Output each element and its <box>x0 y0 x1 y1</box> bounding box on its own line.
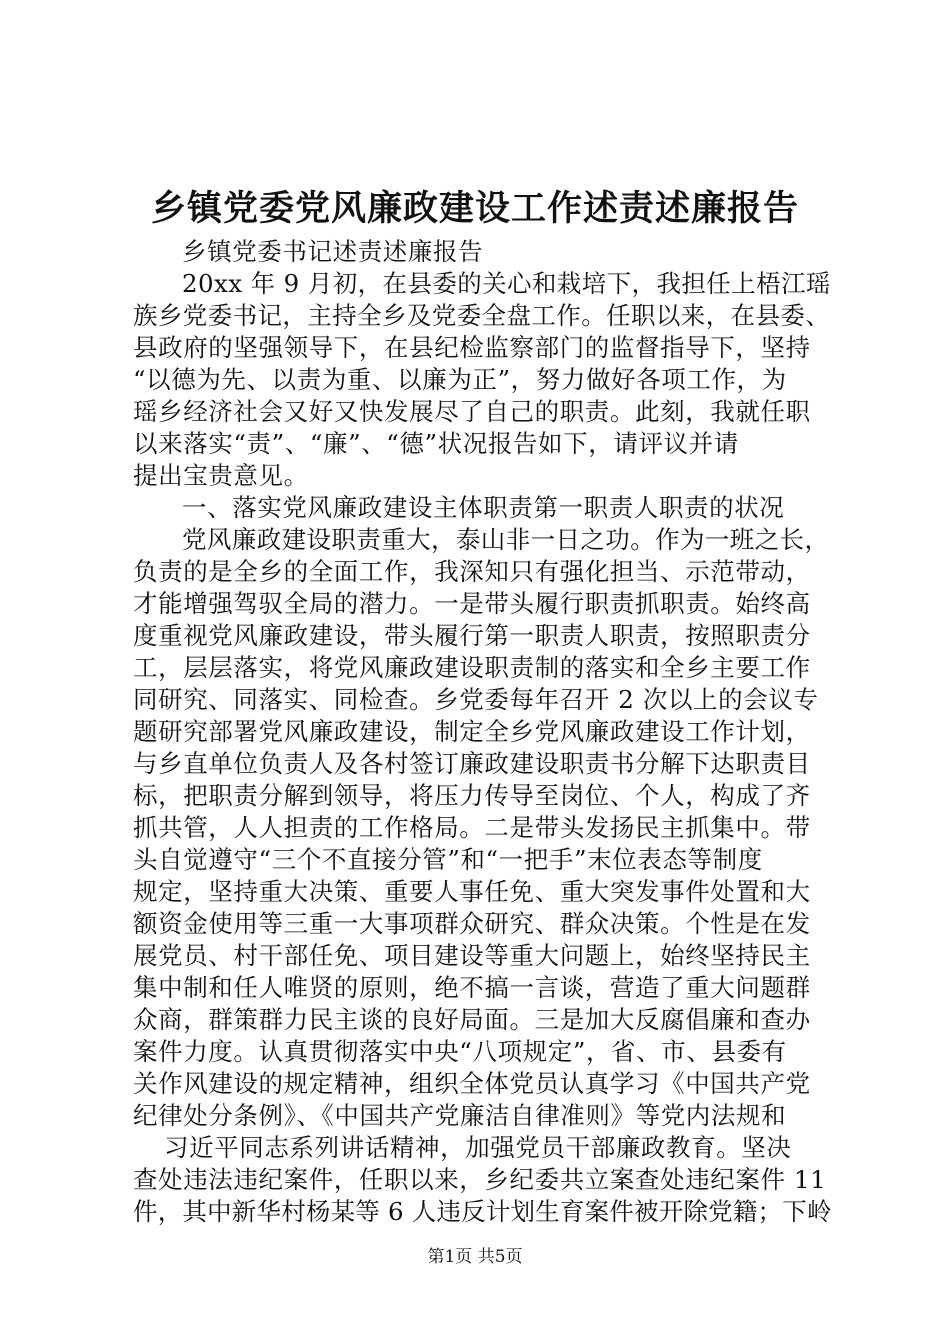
body-line: 查处违法违纪案件，任职以来，乡纪委共立案查处违纪案件 11 <box>133 1165 827 1194</box>
body-line: 与乡直单位负责人及各村签订廉政建设职责书分解下达职责目 <box>133 749 811 778</box>
body-line: 同研究、同落实、同检查。乡党委每年召开 2 次以上的会议专 <box>133 685 819 714</box>
body-line: 以来落实“责”、“廉”、“德”状况报告如下，请评议并请 <box>133 429 739 458</box>
body-line: 展党员、村干部任免、项目建设等重大问题上，始终坚持民主 <box>133 941 811 970</box>
body-line: 题研究部署党风廉政建设，制定全乡党风廉政建设工作计划， <box>133 717 811 746</box>
body-line: 提出宝贵意见。 <box>133 461 309 490</box>
body-line: “以德为先、以责为重、以廉为正”，努力做好各项工作，为 <box>133 365 787 394</box>
body-line: 头自觉遵守“三个不直接分管”和“一把手”末位表态等制度 <box>133 845 763 874</box>
body-line: 众商，群策群力民主谈的良好局面。三是加大反腐倡廉和查办 <box>133 1005 811 1034</box>
body-line: 规定，坚持重大决策、重要人事任免、重大突发事件处置和大 <box>133 877 811 906</box>
document-title: 乡镇党委党风廉政建设工作述责述廉报告 <box>150 188 799 229</box>
body-line: 度重视党风廉政建设，带头履行第一职责人职责，按照职责分 <box>133 621 811 650</box>
body-line: 党风廉政建设职责重大，泰山非一日之功。作为一班之长， <box>182 525 830 554</box>
body-line: 20xx 年 9 月初，在县委的关心和栽培下，我担任上梧江瑶 <box>182 269 831 298</box>
body-line: 才能增强驾驭全局的潜力。一是带头履行职责抓职责。始终高 <box>133 589 811 618</box>
page-indicator: 第1页 共5页 <box>427 1247 523 1267</box>
body-line: 标，把职责分解到领导，将压力传导至岗位、个人，构成了齐 <box>133 781 811 810</box>
body-line: 工，层层落实，将党风廉政建设职责制的落实和全乡主要工作 <box>133 653 811 682</box>
body-line: 件，其中新华村杨某等 6 人违反计划生育案件被开除党籍；下岭 <box>133 1197 832 1226</box>
report-subtitle: 乡镇党委书记述责述廉报告 <box>182 237 484 266</box>
body-line: 案件力度。认真贯彻落实中央“八项规定”，省、市、县委有 <box>133 1037 787 1066</box>
body-line: 习近平同志系列讲话精神，加强党员干部廉政教育。坚决 <box>164 1133 792 1162</box>
body-line: 瑶乡经济社会又好又快发展尽了自己的职责。此刻，我就任职 <box>133 397 811 426</box>
body-line: 族乡党委书记，主持全乡及党委全盘工作。任职以来，在县委、 <box>133 301 831 330</box>
body-line: 纪律处分条例》、《中国共产党廉洁自律准则》等党内法规和 <box>133 1101 787 1130</box>
section-heading: 一、落实党风廉政建设主体职责第一职责人职责的状况 <box>182 493 785 522</box>
body-line: 抓共管，人人担责的工作格局。二是带头发扬民主抓集中。带 <box>133 813 811 842</box>
body-line: 额资金使用等三重一大事项群众研究、群众决策。个性是在发 <box>133 909 811 938</box>
body-line: 关作风建设的规定精神，组织全体党员认真学习《中国共产党 <box>133 1069 811 1098</box>
body-line: 县政府的坚强领导下，在县纪检监察部门的监督指导下，坚持 <box>133 333 811 362</box>
body-line: 负责的是全乡的全面工作，我深知只有强化担当、示范带动， <box>133 557 811 586</box>
body-line: 集中制和任人唯贤的原则，绝不搞一言谈，营造了重大问题群 <box>133 973 811 1002</box>
